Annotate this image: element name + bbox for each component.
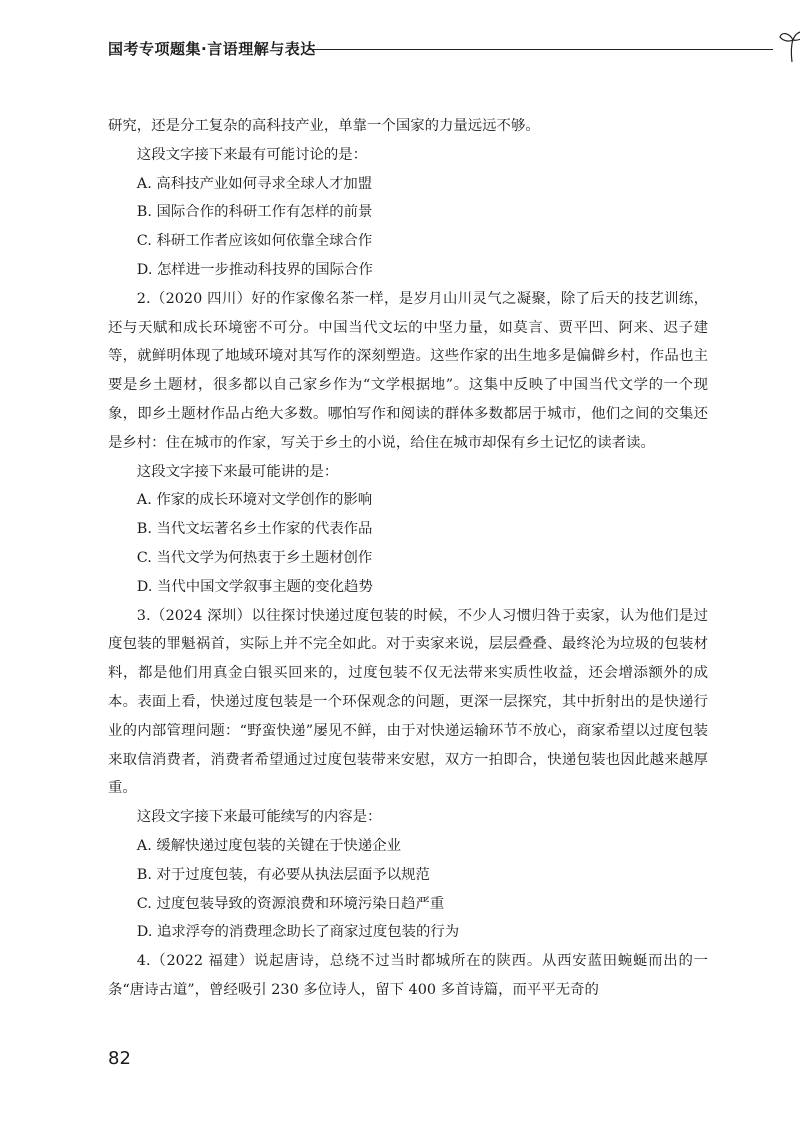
q3-option-b: B. 对于过度包装，有必要从执法层面予以规范 xyxy=(136,866,430,883)
q3-option-a: A. 缓解快递过度包装的关键在于快递企业 xyxy=(136,837,401,854)
q3-prompt: 这段文字接下来最可能续写的内容是： xyxy=(136,809,382,826)
q1-option-d: D. 怎样进一步推动科技界的国际合作 xyxy=(136,261,373,278)
q1-prompt: 这段文字接下来最有可能讨论的是： xyxy=(136,146,368,163)
header-title: 国考专项题集·言语理解与表达 xyxy=(108,40,316,58)
q3-option-d: D. 追求浮夸的消费理念助长了商家过度包装的行为 xyxy=(136,924,460,941)
q2-option-c: C. 当代文学为何热衷于乡土题材创作 xyxy=(136,549,373,566)
running-header xyxy=(108,36,708,66)
page-content xyxy=(108,112,708,1005)
q2-option-a: A. 作家的成长环境对文学创作的影响 xyxy=(136,492,373,509)
q3-stem: 3.（2024 深圳）以往探讨快递过度包装的时候，不少人习惯归咎于卖家，认为他们是过度包装的罪魁祸首，实际上并不完全如此。对于卖家来说，层层叠叠、最终沦为垃圾的包装材料，都是他们用真金白银买回来的，过度包装不仅无法带来实质性收益，还会增添额外的成本。表面上看，快递过度包装是一个环保观念的问题，更深一层探究，其中折射出的是快递行业的内部管理问题：“野蛮快递”屡见不鲜，由于对快递运输环节不放心，商家希望以过度包装来取信消费者，消费者希望通过过度包装带来安慰，双方一拍即合，快递包装也因此越来越厚重。 xyxy=(108,607,708,797)
q1-option-a: A. 高科技产业如何寻求全球人才加盟 xyxy=(136,175,373,192)
q2-prompt: 这段文字接下来最可能讲的是： xyxy=(136,463,339,480)
q1-option-c: C. 科研工作者应该如何依靠全球合作 xyxy=(136,233,373,250)
header-rule xyxy=(308,49,773,50)
sprout-icon xyxy=(778,28,800,64)
q1-stem-tail: 研究，还是分工复杂的高科技产业，单靠一个国家的力量远远不够。 xyxy=(108,118,540,134)
q1-option-b: B. 国际合作的科研工作有怎样的前景 xyxy=(136,204,373,221)
q4-stem: 4.（2022 福建）说起唐诗，总绕不过当时都城所在的陕西。从西安蓝田蜿蜒而出的一条“唐诗古道”，曾经吸引 230 多位诗人，留下 400 多首诗篇，而平平无奇的 xyxy=(108,953,708,998)
q2-stem: 2.（2020 四川）好的作家像名茶一样，是岁月山川灵气之凝聚，除了后天的技艺训练，还与天赋和成长环境密不可分。中国当代文坛的中坚力量，如莫言、贾平凹、阿来、迟子建等，就鲜明体现了地域环境对其写作的深刻塑造。这些作家的出生地多是偏僻乡村，作品也主要是乡土题材，很多都以自己家乡作为“文学根据地”。这集中反映了中国当代文学的一个现象，即乡土题材作品占绝大多数。哪怕写作和阅读的群体多数都居于城市，他们之间的交集还是乡村：住在城市的作家，写关于乡土的小说，给住在城市却保有乡土记忆的读者读。 xyxy=(108,290,708,451)
q2-option-d: D. 当代中国文学叙事主题的变化趋势 xyxy=(136,578,373,595)
q3-option-c: C. 过度包装导致的资源浪费和环境污染日趋严重 xyxy=(136,895,445,912)
q2-option-b: B. 当代文坛著名乡土作家的代表作品 xyxy=(136,521,373,538)
page-number: 82 xyxy=(108,1048,131,1069)
